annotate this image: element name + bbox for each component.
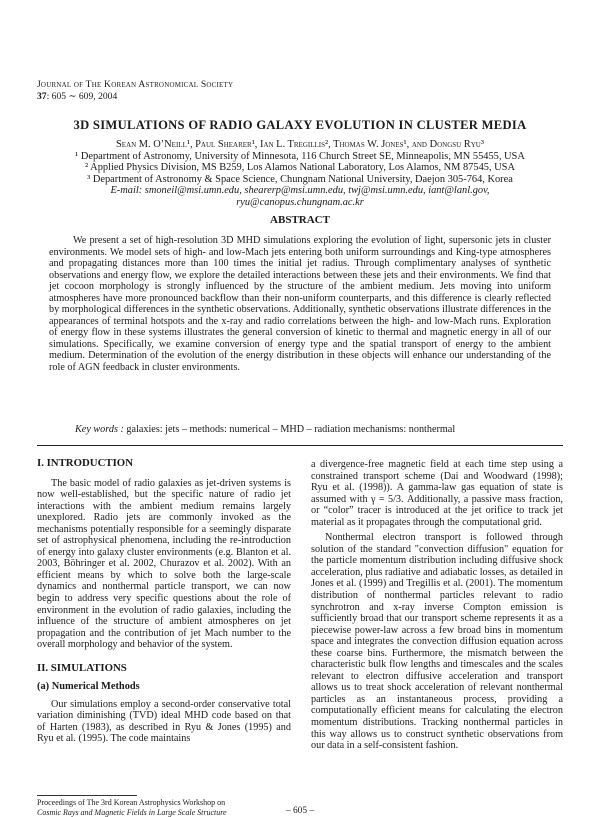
footnote-rule (37, 795, 137, 796)
abstract-heading: ABSTRACT (270, 214, 330, 226)
email-line-1: E-mail: smoneil@msi.umn.edu, shearerp@msi.umn.edu, twj@msi.umn.edu, iant@lanl.gov, (110, 185, 490, 197)
keywords-text: galaxies: jets – methods: numerical – MHD – radiation mechanisms: nonthermal (126, 424, 456, 435)
email-line-2: ryu@canopus.chungnam.ac.kr (236, 196, 364, 208)
footnote-line-2: Cosmic Rays and Magnetic Fields in Large Scale Structure (37, 807, 227, 817)
affiliation-2: ² Applied Physics Division, MS B259, Los Alamos National Laboratory, Los Alamos, NM 87545, USA (85, 162, 515, 174)
affiliation-3: ³ Department of Astronomy & Space Science, Chungnam National University, Daejon 305-764, Korea (87, 173, 513, 185)
affiliation-1: ¹ Department of Astronomy, University of Minnesota, 116 Church Street SE, Minneapolis, MN 55455, USA (75, 150, 525, 162)
keywords (75, 424, 455, 435)
author-block (0, 139, 600, 209)
simulations-text: Our simulations employ a second-order conservative total variation diminishing (TVD) ideal MHD code based on that of Harten (1983), as described in Ryu & Jones (1995) and Ryu et al. (1995). The code maintains (37, 698, 291, 745)
abstract-text: We present a set of high-resolution 3D MHD simulations exploring the evolution of light, supersonic jets in cluster environments. We model sets of high- and low-Mach jets entering both uniform surroundings and King-type atmospheres and propagating distances more than 100 times the initial jet radius. Through complimentary analyses of synthetic observations and energy flow, we explore the detailed interactions between these jets and their environments. We find that jet cocoon morphology is strongly influenced by the structure of the ambient medium. Jets moving into uniform atmospheres have more pronounced backflow than their non-uniform counterparts, and this difference is clearly reflected by morphological differences in the synthetic observations. Additionally, synthetic observations illustrate differences in the appearances of terminal hotspots and the x-ray and radio correlations between the high- and low-Mach runs. Exploration of energy flow in these systems illustrates the general conversion of kinetic to thermal and magnetic energy in all of our simulations. Specifically, we examine conversion of energy type and the spatial transport of energy to the ambient medium. Determination of the evolution of the energy distribution in these objects will enhance our understanding of the role of AGN feedback in cluster environments. (49, 235, 551, 374)
journal-volume-line (37, 91, 233, 103)
intro-text: The basic model of radio galaxies as jet-driven systems is now well-established, but the specific nature of radio jet interactions with the ambient medium remains largely unexplored. Radio jets are commonly invoked as the mechanisms potentially responsible for a seemingly disparate set of astrophysical phenomena, including the re-introduction of energy into galaxy cluster environments (e.g. Blanton et al. 2003, Böhringer et al. 2002, Churazov et al. 2002). With an efficient means by which to solve both the large-scale dynamics and nonthermal particle transport, we can now begin to address very specific questions about the role of environment in the evolution of radio galaxies, including the influence of the structure of ambient atmospheres on jet propagation and the contribution of jet Mach number to the overall morphology and behavior of the system. (37, 477, 291, 651)
journal-header (37, 79, 233, 103)
simulations-heading: II. SIMULATIONS (37, 661, 127, 674)
right-paragraph-1: a divergence-free magnetic field at each time step using a constrained transport scheme (Dai and Woodward (1998); Ryu et al. (1998)). A gamma-law gas equation of state is assumed with γ = 5/3. Additionally, a passive mass fraction, or “color” tracer is introduced at the jet orifice to track jet material as it propagates through the computational grid. (311, 459, 563, 528)
keywords-label: Key words : (75, 424, 124, 435)
right-column (311, 459, 563, 752)
right-paragraph-2: Nonthermal electron transport is followed through solution of the standard "convection diffusion" equation for the particle momentum distribution including diffusive shock acceleration, plus radiative and adiabatic losses, as detailed in Jones et al. (1999) and Tregillis et al. (2001). The momentum distribution of nonthermal particles relevant to radio synchrotron and x-ray inverse Compton emission is sufficiently broad that our transport scheme represents it as a piecewise power-law across a few broad bins in momentum space and integrates the convection diffusion equation across these coarse bins. Furthermore, the mismatch between the characteristic bulk flow lengths and timescales and the scales relevant to electron diffusive acceleration and transport allows us to treat shock acceleration of relevant nonthermal particles as an instantaneous process, providing a computationally efficient means for calculating the electron momentum distributions. Tracking nonthermal particles in this way allows us to construct synthetic observations from our data in a self-consistent fashion. (311, 532, 563, 752)
footnote-line-1: Proceedings of The 3rd Korean Astrophysics Workshop on (37, 798, 226, 807)
journal-pages: : 605 ∼ 609, 2004 (46, 91, 118, 102)
author-list: Sean M. O’Neill¹, Paul Shearer¹, Ian L. Tregillis², Thomas W. Jones¹, and Dongsu Ryu³ (116, 139, 484, 150)
header-divider (37, 445, 563, 446)
journal-volume: 37 (37, 91, 47, 102)
page-number: – 605 – (285, 806, 315, 816)
intro-heading: I. INTRODUCTION (37, 457, 133, 469)
paper-title: 3D SIMULATIONS OF RADIO GALAXY EVOLUTION IN CLUSTER MEDIA (73, 118, 527, 132)
left-column (37, 458, 291, 745)
numerical-methods-heading: (a) Numerical Methods (37, 681, 140, 693)
journal-name: Journal of The Korean Astronomical Society (37, 79, 234, 90)
